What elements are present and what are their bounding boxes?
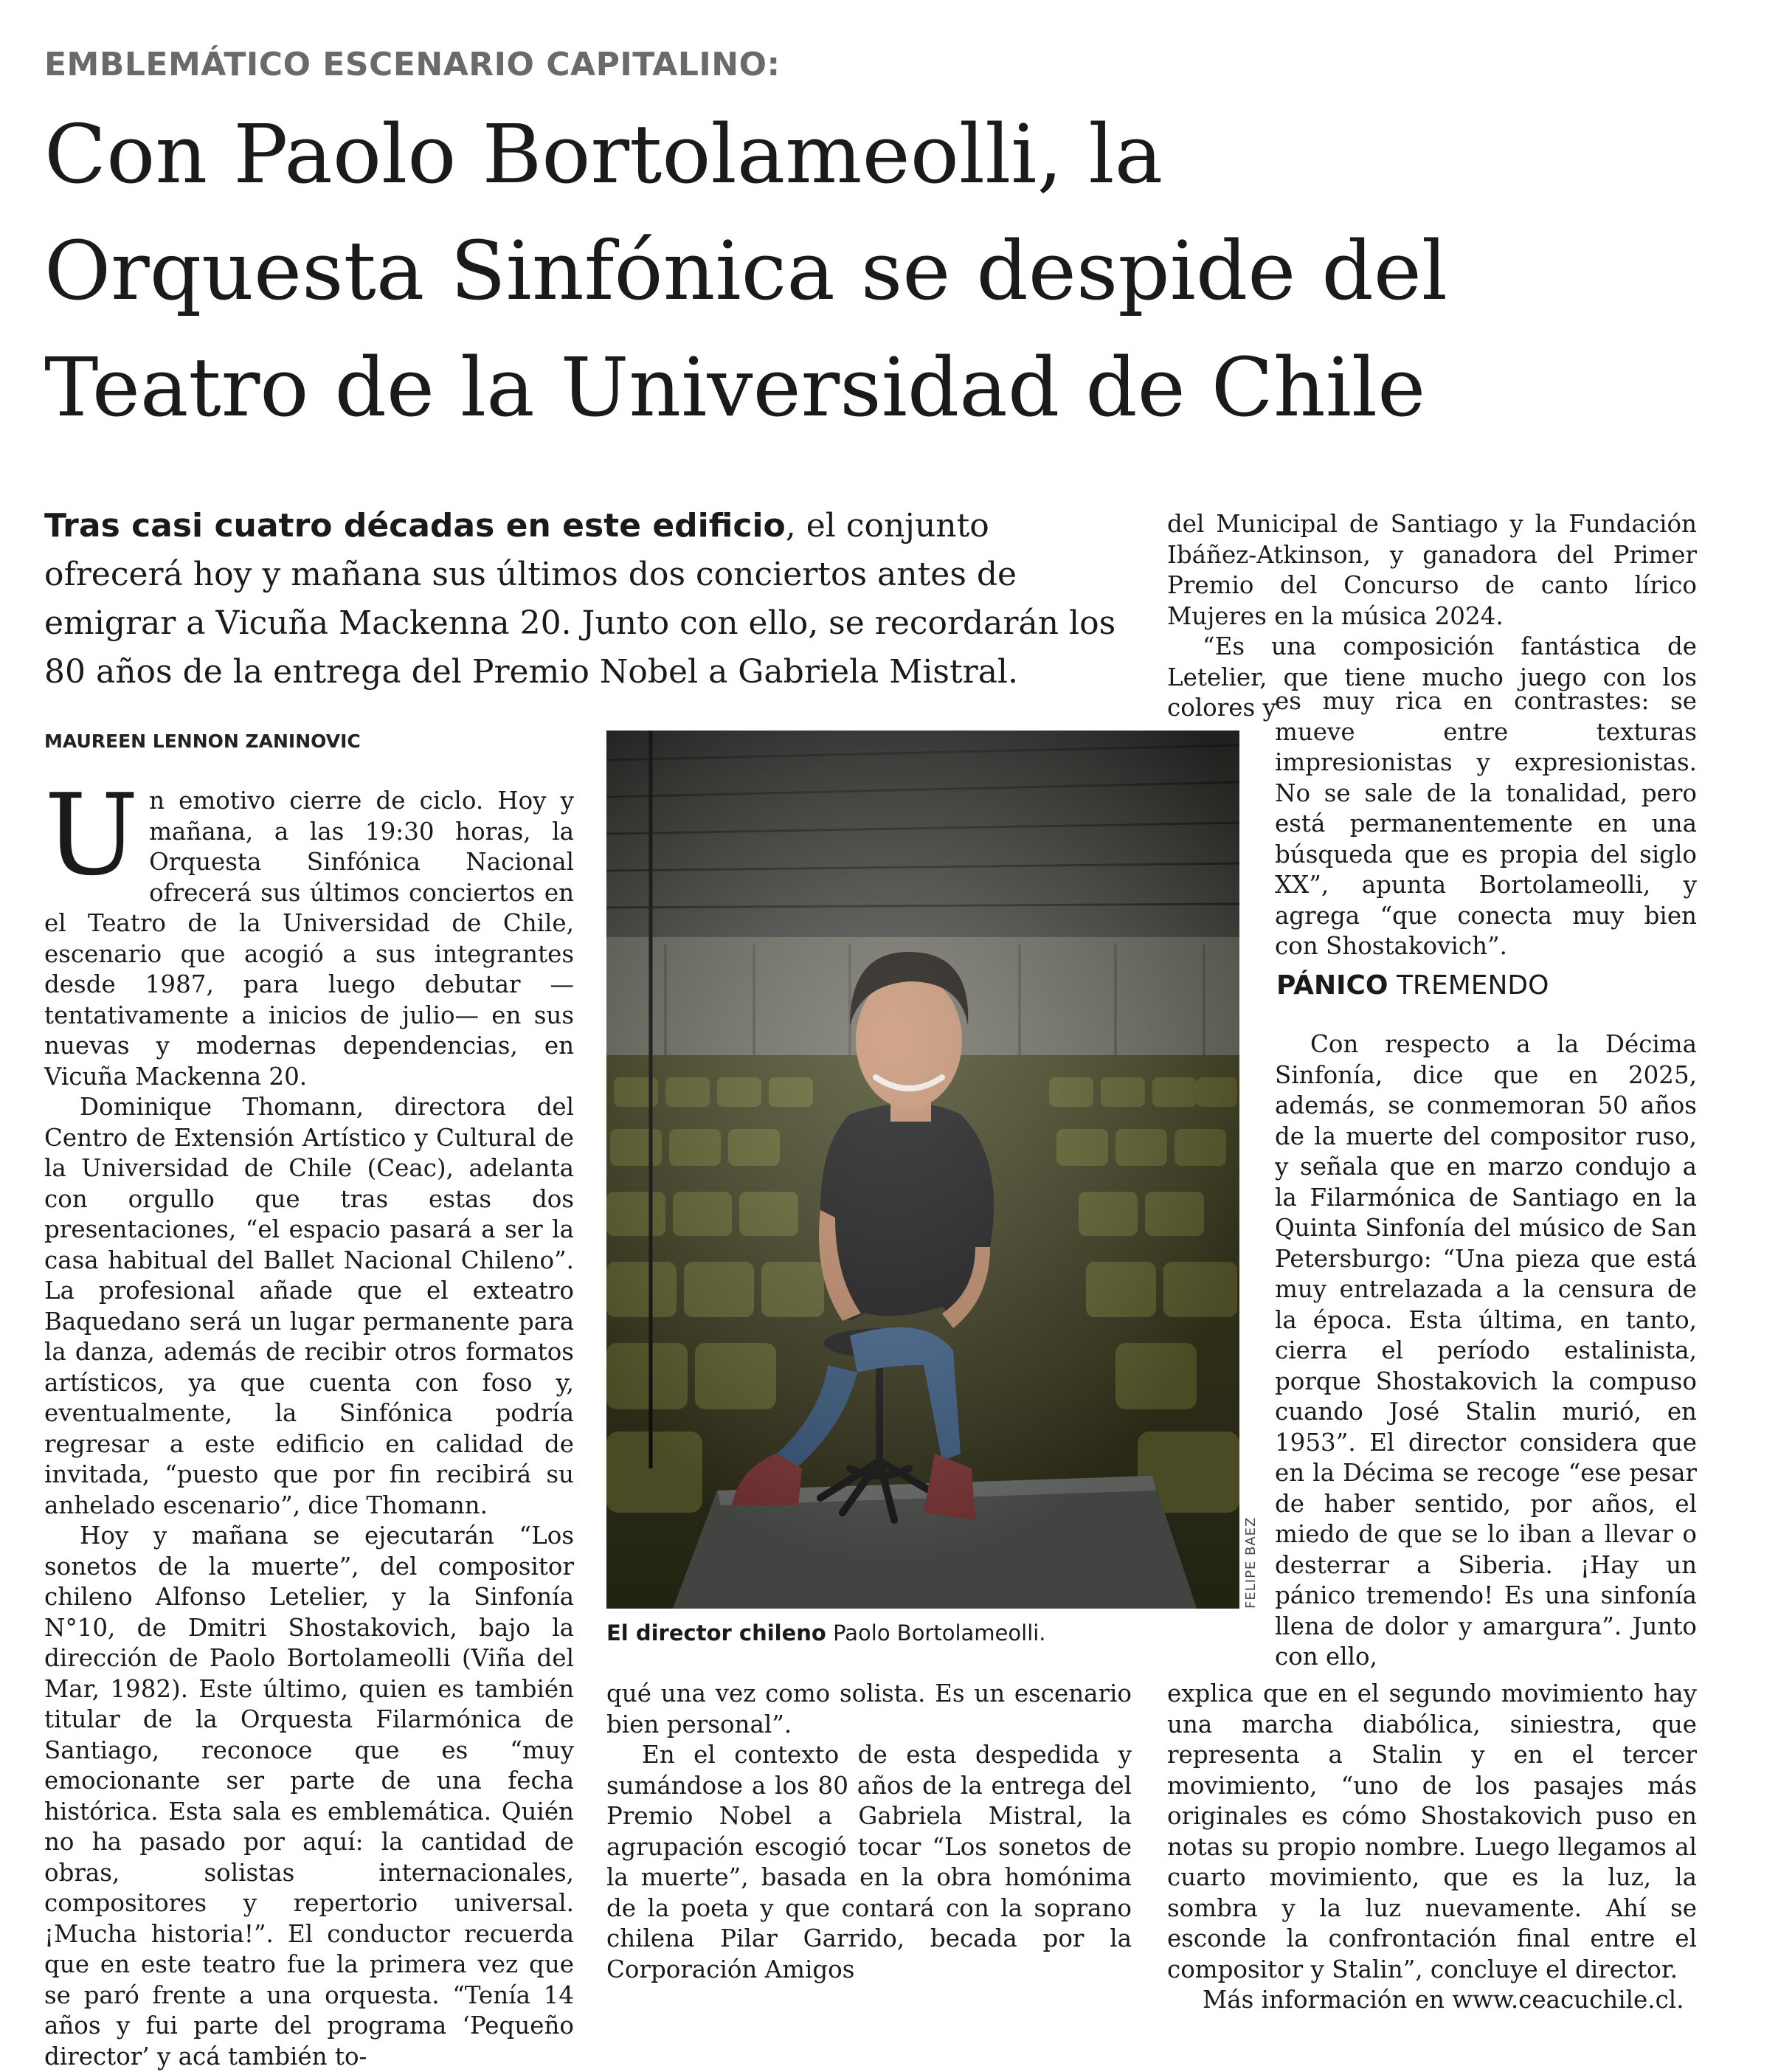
paragraph: Con respecto a la Décima Sinfonía, dice que en 2025, además, se conmemoran 50 años de la muerte del compositor ruso, y señala que en marzo condujo a la Filarmónica de Santiago en la Quinta Sinfonía del músico de San Petersburgo: “Una pieza que está muy entrelazada a la censura de la época. Esta última, en tanto, cierra el período estalinista, porque Shostakovich la compuso cuando José Stalin murió, en 1953”. El director considera que en la Décima se recoge “ese pesar de haber sentido, por años, el miedo de que se lo iban a llevar o desterrar a Siberia. ¡Hay un pánico tremendo! Es una sinfonía llena de dolor y amargura”. Junto con ello,	[1275, 1030, 1697, 1671]
column-3-bottom	[1167, 1679, 1697, 2016]
paragraph: es muy rica en contrastes: se mueve entre texturas impresionistas y expresionistas. No se sale de la tonalidad, pero está permanentemente en una búsqueda que es propia del siglo XX”, apunta Bortolameolli, y agrega “que conecta muy bien con Shostakovich”.	[1275, 687, 1697, 960]
column-1	[44, 770, 574, 2072]
paragraph: En el contexto de esta despedida y sumándose a los 80 años de la entrega del Premio Nobel a Gabriela Mistral, la agrupación escogió tocar “Los sonetos de la muerte”, basada en la obra homónima de la poeta y que contará con la soprano chilena Pilar Garrido, becada por la Corporación Amigos	[606, 1741, 1132, 1983]
paragraph: Más información en www.ceacuchile.cl.	[1203, 1986, 1684, 2014]
paragraph: del Municipal de Santiago y la Fundación Ibáñez-Atkinson, y ganadora del Primer Premio del Concurso de canto lírico Mujeres en la música 2024.	[1167, 510, 1697, 630]
subhead-text: TREMENDO	[1388, 970, 1549, 1001]
kicker: EMBLEMÁTICO ESCENARIO CAPITALINO:	[44, 46, 781, 83]
headline-line-3: Teatro de la Universidad de Chile	[44, 340, 1426, 435]
paragraph: “Es una composición fantástica de Letelier, que tiene mucho juego con los colores y	[1167, 632, 1697, 722]
lede-bold: Tras casi cuatro décadas en este edificio	[44, 507, 786, 545]
paragraph	[44, 770, 574, 1092]
headline-line-2: Orquesta Sinfónica se despide del	[44, 224, 1448, 318]
paragraph: Hoy y mañana se ejecutarán “Los sonetos de la muerte”, del compositor chileno Alfonso Letelier, y la Sinfonía N°10, de Dmitri Shostakovich, bajo la dirección de Paolo Bortolameolli (Viña del Mar, 1982). Este último, quien es también titular de la Orquesta Filarmónica de Santiago, reconoce que es “muy emocionante ser parte de una fecha histórica. Esta sala es emblemática. Quién no ha pasado por aquí: la cantidad de obras, solistas internacionales, compositores y repertorio universal. ¡Mucha historia!”. El conductor recuerda que en este teatro fue la primera vez que se paró frente a una orquesta. “Tenía 14 años y fui parte del programa ‘Pequeño director’ y acá también to-	[44, 1522, 574, 2071]
photo-credit	[1240, 1516, 1264, 1609]
dropcap: U	[44, 770, 139, 900]
paragraph: qué una vez como solista. Es un escenario bien personal”.	[606, 1679, 1132, 1738]
headline-line-1: Con Paolo Bortolameolli, la	[44, 107, 1163, 201]
lede	[44, 502, 1121, 697]
paragraph: Dominique Thomann, directora del Centro de Extensión Artístico y Cultural de la Universidad de Chile (Ceac), adelanta con orgullo que tras estas dos presentaciones, “el espacio pasará a ser la casa habitual del Ballet Nacional Chileno”. La profesional añade que el exteatro Baquedano será un lugar permanente para la danza, además de recibir otros formatos artísticos, ya que cuenta con foso y, eventualmente, la Sinfónica podría regresar a este edificio en calidad de invitada, “puesto que por fin recibirá su anhelado escenario”, dice Thomann.	[44, 1093, 574, 1519]
conductor-photo	[606, 731, 1239, 1609]
column-2	[606, 1679, 1132, 1985]
byline: MAUREEN LENNON ZANINOVIC	[44, 731, 361, 752]
subhead-bold: PÁNICO	[1276, 970, 1388, 1001]
column-3-narrow-top	[1275, 686, 1697, 962]
paragraph: explica que en el segundo movimiento hay una marcha diabólica, siniestra, que representa a Stalin y en el tercer movimiento, “uno de los pasajes más originales es cómo Shostakovich puso en notas su propio nombre. Luego llegamos al cuarto movimiento, que es la luz, la sombra y la luz nuevamente. Ahí se esconde la confrontación final entre el compositor y Stalin”, concluye el director.	[1167, 1679, 1697, 1983]
section-subhead	[1276, 970, 1549, 1001]
photo-credit-text: FELIPE BAEZ	[1243, 1516, 1259, 1609]
headline	[44, 96, 1741, 446]
caption-bold: El director chileno	[606, 1620, 826, 1645]
paragraph-text: n emotivo cierre de ciclo. Hoy y mañana, a las 19:30 horas, la Orquesta Sinfónica Nacional ofrecerá sus últimos conciertos en el Teatro de la Universidad de Chile, escenario que acogió a sus integrantes desde 1987, para luego debutar —tentativamente a inicios de julio— en sus nuevas y modernas dependencias, en Vicuña Mackenna 20.	[44, 787, 574, 1091]
lede-text: , el conjunto ofrecerá hoy y mañana sus últimos dos conciertos antes de emigrar a Vicuña Mackenna 20. Junto con ello, se recordarán los 80 años de la entrega del Premio Nobel a Gabriela Mistral.	[44, 507, 1116, 691]
photo-caption	[606, 1620, 1046, 1645]
column-3-narrow-bottom	[1275, 1029, 1697, 1673]
caption-text: Paolo Bortolameolli.	[826, 1620, 1046, 1645]
